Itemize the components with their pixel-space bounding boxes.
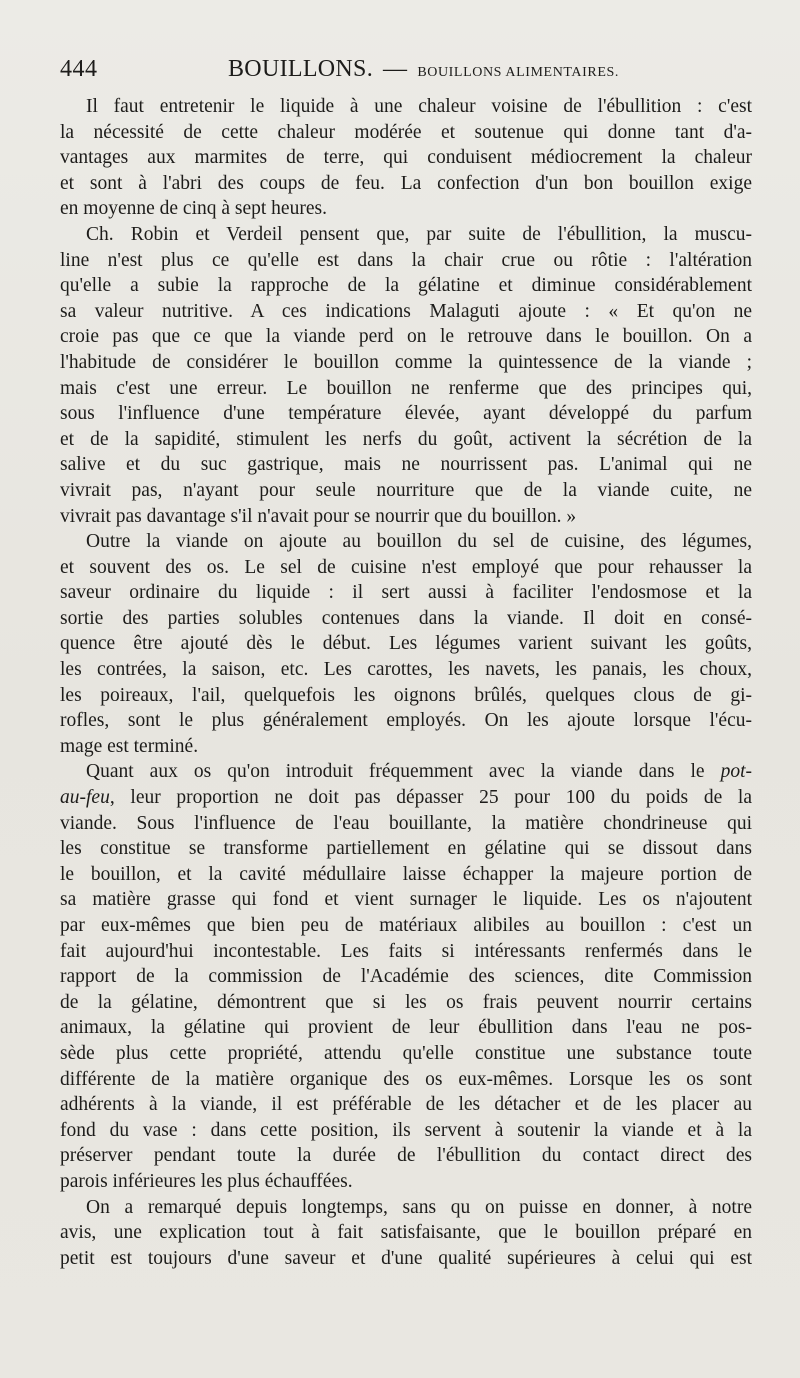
text-line: l'habitude de considérer le bouillon comme la quintessence de la viande ; xyxy=(60,351,752,373)
text-line: de la gélatine, démontrent que si les os frais peuvent nourrir certains xyxy=(60,991,752,1013)
text-line: Il faut entretenir le liquide à une chaleur voisine de l'ébullition : c'est xyxy=(86,96,752,117)
text-run: , leur proportion ne doit pas dépasser 25 pour 100 du poids de la xyxy=(109,787,752,809)
text-line: la nécessité de cette chaleur modérée et soutenue qui donne tant d'a- xyxy=(60,121,752,143)
paragraph-4 xyxy=(60,759,752,1194)
running-title: BOUILLONS. xyxy=(228,56,373,82)
text-line: et sont à l'abri des coups de feu. La confection d'un bon bouillon exige xyxy=(60,172,752,194)
body-text xyxy=(60,94,752,1271)
text-line xyxy=(60,759,752,785)
text-line: line n'est plus ce qu'elle est dans la chair crue ou rôtie : l'altération xyxy=(60,249,752,271)
italic-term: au-feu xyxy=(60,787,110,809)
text-line: par eux-mêmes que bien peu de matériaux alibiles au bouillon : c'est un xyxy=(60,915,752,936)
text-line: les constitue se transforme partiellement en gélatine qui se dissout dans xyxy=(60,838,752,860)
text-line: saveur ordinaire du liquide : il sert aussi à faciliter l'endosmose et la xyxy=(60,582,752,604)
page-number: 444 xyxy=(60,56,98,82)
text-line xyxy=(60,785,752,811)
text-run: Quant aux os qu'on introduit fréquemment avec la viande dans le xyxy=(86,761,721,783)
page-header xyxy=(60,56,780,90)
text-line: et souvent des os. Le sel de cuisine n'est employé que pour rehausser la xyxy=(60,556,752,578)
text-line: adhérents à la viande, il est préférable de les détacher et de les placer au xyxy=(60,1094,752,1116)
italic-term: pot- xyxy=(720,761,752,783)
text-line: quence être ajouté dès le début. Les légumes varient suivant les goûts, xyxy=(60,633,752,655)
paragraph-5 xyxy=(60,1195,752,1272)
text-line: préserver pendant toute la durée de l'ébullition du contact direct des xyxy=(60,1145,752,1167)
text-line: sous l'influence d'une température élevée, ayant développé du parfum xyxy=(60,403,752,425)
text-line: rapport de la commission de l'Académie des sciences, dite Commission xyxy=(60,966,752,988)
text-line: petit est toujours d'une saveur et d'une qualité supérieures à celui qui est xyxy=(60,1247,752,1269)
text-line: les poireaux, l'ail, quelquefois les oignons brûlés, quelques clous de gi- xyxy=(60,684,752,706)
text-line: On a remarqué depuis longtemps, sans qu on puisse en donner, à notre xyxy=(86,1196,752,1218)
text-line: vivrait pas, n'ayant pour seule nourriture que de la viande cuite, ne xyxy=(60,479,752,501)
text-line: Ch. Robin et Verdeil pensent que, par suite de l'ébullition, la muscu- xyxy=(86,223,752,245)
text-line: et de la sapidité, stimulent les nerfs du goût, activent la sécrétion de la xyxy=(60,428,752,450)
text-line: vantages aux marmites de terre, qui conduisent médiocrement la chaleur xyxy=(60,147,752,169)
text-line: sède plus cette propriété, attendu qu'elle constitue une substance toute xyxy=(60,1042,752,1064)
text-line: sa valeur nutritive. A ces indications Malaguti ajoute : « Et qu'on ne xyxy=(60,300,752,322)
running-separator: — xyxy=(383,56,408,82)
text-line: qu'elle a subie la rapproche de la gélatine et diminue considérablement xyxy=(60,275,752,297)
running-subtitle: BOUILLONS ALIMENTAIRES. xyxy=(417,65,619,80)
text-line: mage est terminé. xyxy=(60,735,199,757)
text-line: viande. Sous l'influence de l'eau bouillante, la matière chondrineuse qui xyxy=(60,812,752,834)
text-line: salive et du suc gastrique, mais ne nourrissent pas. L'animal qui ne xyxy=(60,454,752,476)
paragraph-2 xyxy=(60,222,752,529)
text-line: fait aujourd'hui incontestable. Les faits si intéressants renfermés dans le xyxy=(60,940,752,962)
text-line: Outre la viande on ajoute au bouillon du sel de cuisine, des légumes, xyxy=(86,531,752,553)
text-line: sortie des parties solubles contenues dans la viande. Il doit en consé- xyxy=(60,607,752,629)
text-line: rofles, sont le plus généralement employés. On les ajoute lorsque l'écu- xyxy=(60,710,752,732)
text-line: avis, une explication tout à fait satisfaisante, que le bouillon préparé en xyxy=(60,1222,752,1244)
text-line: croie pas que ce que la viande perd on le retrouve dans le bouillon. On a xyxy=(60,326,752,348)
running-head xyxy=(228,56,619,83)
text-line: animaux, la gélatine qui provient de leur ébullition dans l'eau ne pos- xyxy=(60,1017,752,1039)
text-line: parois inférieures les plus échauffées. xyxy=(60,1170,353,1192)
text-line: en moyenne de cinq à sept heures. xyxy=(60,198,327,220)
paragraph-1 xyxy=(60,94,752,222)
text-line: mais c'est une erreur. Le bouillon ne renferme que des principes qui, xyxy=(60,377,752,399)
text-line: sa matière grasse qui fond et vient surnager le liquide. Les os n'ajoutent xyxy=(60,889,752,911)
text-line: vivrait pas davantage s'il n'avait pour se nourrir que du bouillon. » xyxy=(60,505,577,527)
text-line: le bouillon, et la cavité médullaire laisse échapper la majeure portion de xyxy=(60,863,752,885)
text-line: les contrées, la saison, etc. Les carottes, les navets, les panais, les choux, xyxy=(60,659,752,681)
text-line: différente de la matière organique des os eux-mêmes. Lorsque les os sont xyxy=(60,1068,752,1090)
paragraph-3 xyxy=(60,529,752,759)
text-line: fond du vase : dans cette position, ils servent à soutenir la viande et à la xyxy=(60,1119,752,1141)
